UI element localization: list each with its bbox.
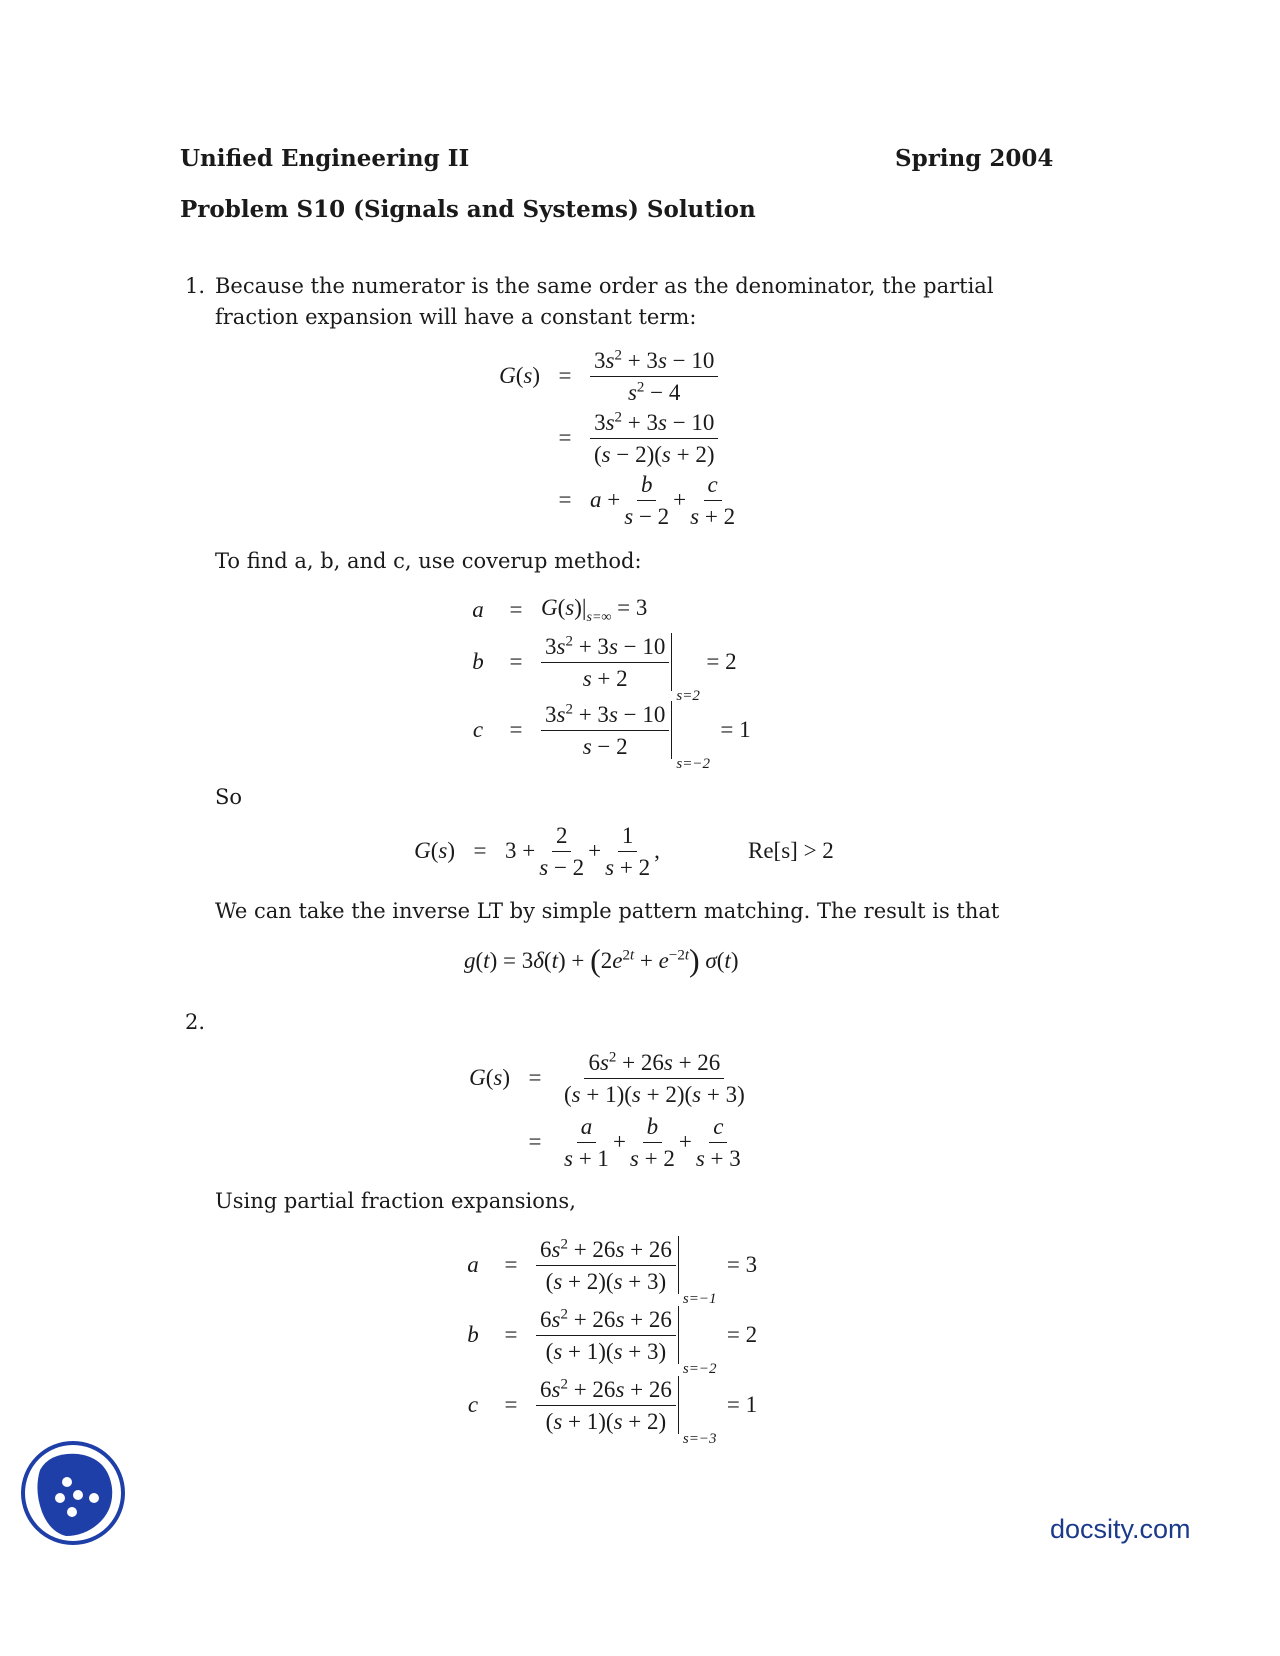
- item-number-2: 2.: [185, 1010, 206, 1034]
- pfe-text: Using partial fraction expansions,: [215, 1189, 576, 1213]
- brand-link[interactable]: docsity.com: [1050, 1514, 1191, 1544]
- term-label: Spring 2004: [895, 145, 1054, 172]
- equation-pfe-coefficients: a = $\frac{6s^2 + 26s + 26}{(s + 2)(s + 3)}$ s=−1 = 3 b = $\frac{6s^2 + 26s + 26}{(s + 1)(s + 3)}$ s=−2 = 2 c = $\frac{6s^2 + 26s + 26}{(s + 1)(s + 2)}$ s=−3 = 1: [467, 1235, 758, 1447]
- coverup-text: To find a, b, and c, use coverup method:: [215, 549, 642, 573]
- part1-intro: Because the numerator is the same order as the denominator, the partial fraction expansion will have a constant term:: [215, 274, 994, 329]
- course-title: Unified Engineering II: [180, 145, 470, 172]
- item-number-1: 1.: [185, 274, 206, 298]
- equation-coverup: a = $G(s)|_{s=\infty} = 3$ b = $\frac{3s^2 + 3s - 10}{s + 2}$ s=2 = 2 c = $\frac{3s^2 + 3s - 10}{s - 2}$ s=−2 = 1: [472, 594, 751, 772]
- so-text: So: [215, 785, 243, 809]
- equation-g-result: G(s) = 3 + $\frac{2}{s - 2}$ + $\frac{1}{s + 2}$ ,: [414, 822, 660, 880]
- equation-g-part2: G(s) = $\frac{6s^2 + 26s + 26}{(s + 1)(s + 2)(s + 3)}$ = $\frac{a}{s + 1}$ + $\frac{b}{s + 2}$ + $\frac{c}{s + 3}$: [469, 1048, 745, 1171]
- problem-title: Problem S10 (Signals and Systems) Solution: [180, 196, 756, 223]
- docsity-logo-icon: [20, 1440, 126, 1546]
- inverse-lt-text: We can take the inverse LT by simple pattern matching. The result is that: [215, 899, 1000, 923]
- region-of-convergence: Re[s] > 2: [748, 838, 834, 863]
- equation-g-time: $g(t) = 3\delta(t) + (2e^{2t} + e^{-2t})$ σ(t): [464, 942, 739, 978]
- equation-g-expansion: G(s) = $\frac{3s^2 + 3s - 10}{s^2 - 4}$ = $\frac{3s^2 + 3s - 10}{(s - 2)(s + 2)}$ = a + $\frac{b}{s - 2}$ + $\frac{c}{s + 2}$: [499, 346, 736, 529]
